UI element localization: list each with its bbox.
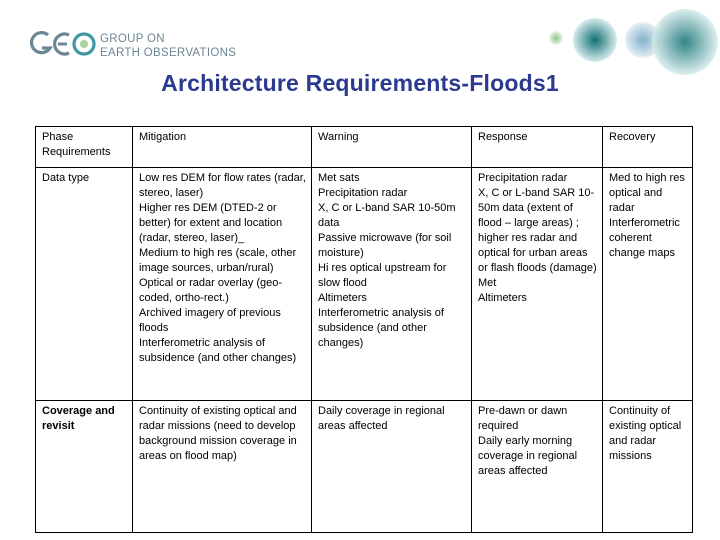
circle-large-teal [652, 9, 718, 75]
cell-line: X, C or L-band SAR 10-50m data (extent of flood – large areas) ; higher res radar and optical for urban areas or flash floods (damage) [478, 187, 597, 274]
header-response: Response [472, 127, 603, 168]
logo-text [100, 32, 236, 60]
geo-logo [28, 26, 238, 66]
header-phase: Phase Requirements [36, 127, 133, 168]
cell-line: Daily coverage in regional areas affected [318, 405, 445, 432]
cell-response [472, 168, 603, 401]
cell-line: Med to high res optical and radar Interferometric coherent change maps [609, 172, 685, 259]
table-row [36, 168, 693, 401]
cell-line: Precipitation radar [478, 172, 568, 184]
cell-recovery [603, 168, 693, 401]
cell-warning [312, 401, 472, 533]
cell-line: Medium to high res (scale, other image sources, urban/rural) Optical or radar overlay (geo-coded, ortho-rect.) [139, 247, 297, 304]
cell-line: Interferometric analysis of subsidence (and other changes) [139, 337, 297, 364]
table-header-row [36, 127, 693, 168]
decorative-circles [540, 0, 720, 80]
requirements-table [35, 126, 693, 533]
cell-line: Continuity of existing optical and radar missions (need to develop background mission coverage in areas on flood map) [139, 405, 297, 462]
cell-response [472, 401, 603, 533]
cell-line: Met [478, 277, 497, 289]
table-row [36, 401, 693, 533]
cell-line: Precipitation radar [318, 187, 408, 199]
cell-recovery [603, 401, 693, 533]
logo-line-1: GROUP ON [100, 33, 165, 45]
logo-line-2: EARTH OBSERVATIONS [100, 47, 237, 59]
cell-line: Continuity of existing optical and radar missions [609, 405, 682, 462]
cell-line: Low res DEM for flow rates (radar, stereo, laser) [139, 172, 306, 199]
cell-mitigation [133, 168, 312, 401]
page-title: Architecture Requirements-Floods1 [161, 70, 559, 96]
cell-line: Altimeters [478, 292, 527, 304]
circle-small-green [549, 31, 563, 45]
geo-logo-icon [28, 30, 98, 58]
cell-mitigation [133, 401, 312, 533]
cell-line: Met sats [318, 172, 360, 184]
cell-line: Interferometric analysis of subsidence (and other changes) [318, 307, 444, 349]
circle-teal [573, 18, 617, 62]
cell-line: Archived imagery of previous floods [139, 307, 281, 334]
cell-line: Pre-dawn or dawn required [478, 405, 568, 432]
row-label-coverage: Coverage and revisit [36, 401, 133, 533]
header-warning: Warning [312, 127, 472, 168]
cell-line: Passive microwave (for soil moisture) [318, 232, 452, 259]
row-label-data-type: Data type [36, 168, 133, 401]
cell-line: Higher res DEM (DTED-2 or better) for extent and location (radar, stereo, laser)_ [139, 202, 283, 244]
header-mitigation: Mitigation [133, 127, 312, 168]
cell-line: Altimeters [318, 292, 367, 304]
header-recovery: Recovery [603, 127, 693, 168]
cell-line: X, C or L-band SAR 10-50m data [318, 202, 456, 229]
cell-line: Daily early morning coverage in regional areas affected [478, 435, 578, 477]
cell-warning [312, 168, 472, 401]
cell-line: Hi res optical upstream for slow flood [318, 262, 447, 289]
